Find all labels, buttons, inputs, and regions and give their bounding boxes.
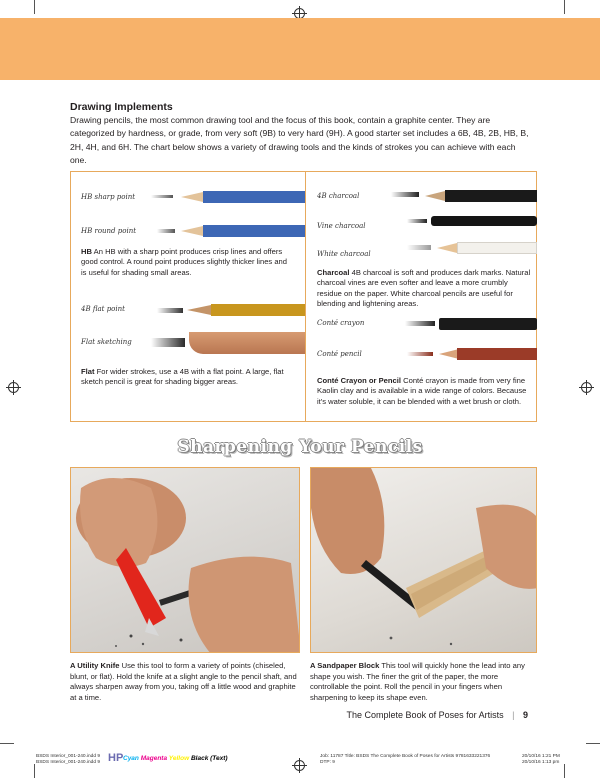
conte-term: Conté Crayon or Pencil (317, 376, 401, 385)
conte-description (317, 376, 531, 407)
crop-mark (586, 743, 600, 744)
chart-divider (305, 172, 306, 421)
crop-mark (564, 764, 565, 778)
intro-paragraph: Drawing pencils, the most common drawing tool and the focus of this book, contain a graphite center. They are categorized by hardness, or grade, from very soft (9B) to very hard (9H). A good starter set includes a 6B, 4B, 2B, HB, B, 2H, 4H, and 6H. The chart below shows a variety of drawing tools and the kinds of strokes you can achieve with each one. (70, 115, 529, 166)
registration-mark-icon (581, 382, 592, 393)
slug-color-plates (123, 755, 228, 762)
slug-logo: HP (108, 752, 124, 764)
hb-text: An HB with a sharp point produces crisp lines and offers good control. A round point produces slightly thicker lines and is useful for shading small areas. (81, 247, 288, 277)
label-4b-flat: 4B flat point (81, 305, 125, 313)
label-conte-crayon: Conté crayon (317, 319, 365, 327)
plate-magenta: Magenta (140, 755, 168, 762)
page-footer (347, 710, 528, 720)
flat-term: Flat (81, 367, 95, 376)
label-conte-pencil: Conté pencil (317, 350, 362, 358)
crop-mark (34, 764, 35, 778)
book-title: The Complete Book of Poses for Artists (346, 710, 504, 720)
registration-mark-icon (294, 760, 305, 771)
label-4b-charcoal: 4B charcoal (317, 192, 360, 200)
slug-file-line: BSDS Interior_001-240.indd 9 (36, 754, 100, 759)
slug-job: Job: 11787 Title: BSDS The Complete Book of Poses for Artists 9781633221376 (320, 754, 491, 759)
folio-separator: | (512, 710, 515, 720)
charcoal-description (317, 268, 531, 309)
sandpaper-block-photo (310, 467, 537, 653)
charcoal-text: 4B charcoal is soft and produces dark marks. Natural charcoal vines are even softer and leave a more crumbly residue on the paper. White charcoal pencils are useful for blending and lightening areas. (317, 268, 531, 308)
slug-page-ref: DTP: 9 (320, 760, 335, 765)
utility-knife-caption (70, 661, 298, 703)
label-vine-charcoal: Vine charcoal (317, 222, 366, 230)
utility-knife-term: A Utility Knife (70, 661, 120, 670)
sharpening-heading: Sharpening Your Pencils (177, 437, 423, 457)
page-number: 9 (522, 710, 528, 720)
plate-black: Black (190, 755, 209, 762)
plate-cyan: Cyan (123, 755, 139, 762)
plate-yellow: Yellow (168, 755, 190, 762)
registration-mark-icon (8, 382, 19, 393)
sandpaper-caption (310, 661, 538, 703)
label-white-charcoal: White charcoal (317, 250, 371, 258)
utility-knife-text: Use this tool to form a variety of points (chiseled, blunt, or flat). Hold the knife at a slight angle to the pencil shaft, and always sharpen away from you, taking off a little wood and graphite at a time. (70, 661, 297, 702)
4b-charcoal-pencil-icon (391, 190, 537, 202)
label-hb-round: HB round point (81, 227, 137, 235)
header-banner (0, 18, 600, 80)
4b-flat-pencil-icon (157, 304, 305, 316)
section-title: Drawing Implements (70, 101, 173, 113)
slug-dates (522, 754, 560, 766)
slug-date: 20/10/16 1:21 PM (522, 754, 560, 759)
label-hb-sharp: HB sharp point (81, 193, 136, 201)
white-charcoal-pencil-icon (407, 242, 537, 254)
slug-file-info (36, 754, 100, 766)
crop-mark (34, 0, 35, 14)
slug-date: 20/10/16 1:13 pm (522, 760, 560, 765)
plate-text: (Text) (210, 755, 228, 762)
conte-text: Conté crayon is made from very fine Kaolin clay and is available in a wide range of colors. Because it's water soluble, it can be blended with a wet brush or cloth. (317, 376, 527, 406)
hb-round-pencil-icon (157, 225, 305, 237)
utility-knife-illustration (71, 468, 300, 653)
flat-sketching-pencil-icon (151, 332, 305, 354)
flat-text: For wider strokes, use a 4B with a flat point. A large, flat sketch pencil is great for shading bigger areas. (81, 367, 284, 387)
slug-file-line: BSDS Interior_001-240.indd 9 (36, 760, 100, 765)
label-flat-sketching: Flat sketching (81, 338, 132, 346)
sandpaper-block-illustration (311, 468, 537, 653)
drawing-tools-chart (70, 171, 537, 422)
hb-sharp-pencil-icon (151, 191, 305, 203)
sandpaper-text: This tool will quickly hone the lead into any shape you wish. The finer the grit of the paper, the more controllable the point. Roll the pencil in your fingers when sharpening to keep its shape even. (310, 661, 525, 702)
utility-knife-photo (70, 467, 300, 653)
crop-mark (0, 743, 14, 744)
conte-pencil-icon (407, 348, 537, 360)
hb-term: HB (81, 247, 92, 256)
sandpaper-term: A Sandpaper Block (310, 661, 380, 670)
flat-description (81, 367, 293, 388)
vine-charcoal-stick-icon (407, 216, 537, 226)
crop-mark (564, 0, 565, 14)
charcoal-term: Charcoal (317, 268, 350, 277)
hb-description (81, 247, 293, 278)
slug-job-info (320, 754, 490, 766)
conte-crayon-stick-icon (405, 318, 537, 330)
